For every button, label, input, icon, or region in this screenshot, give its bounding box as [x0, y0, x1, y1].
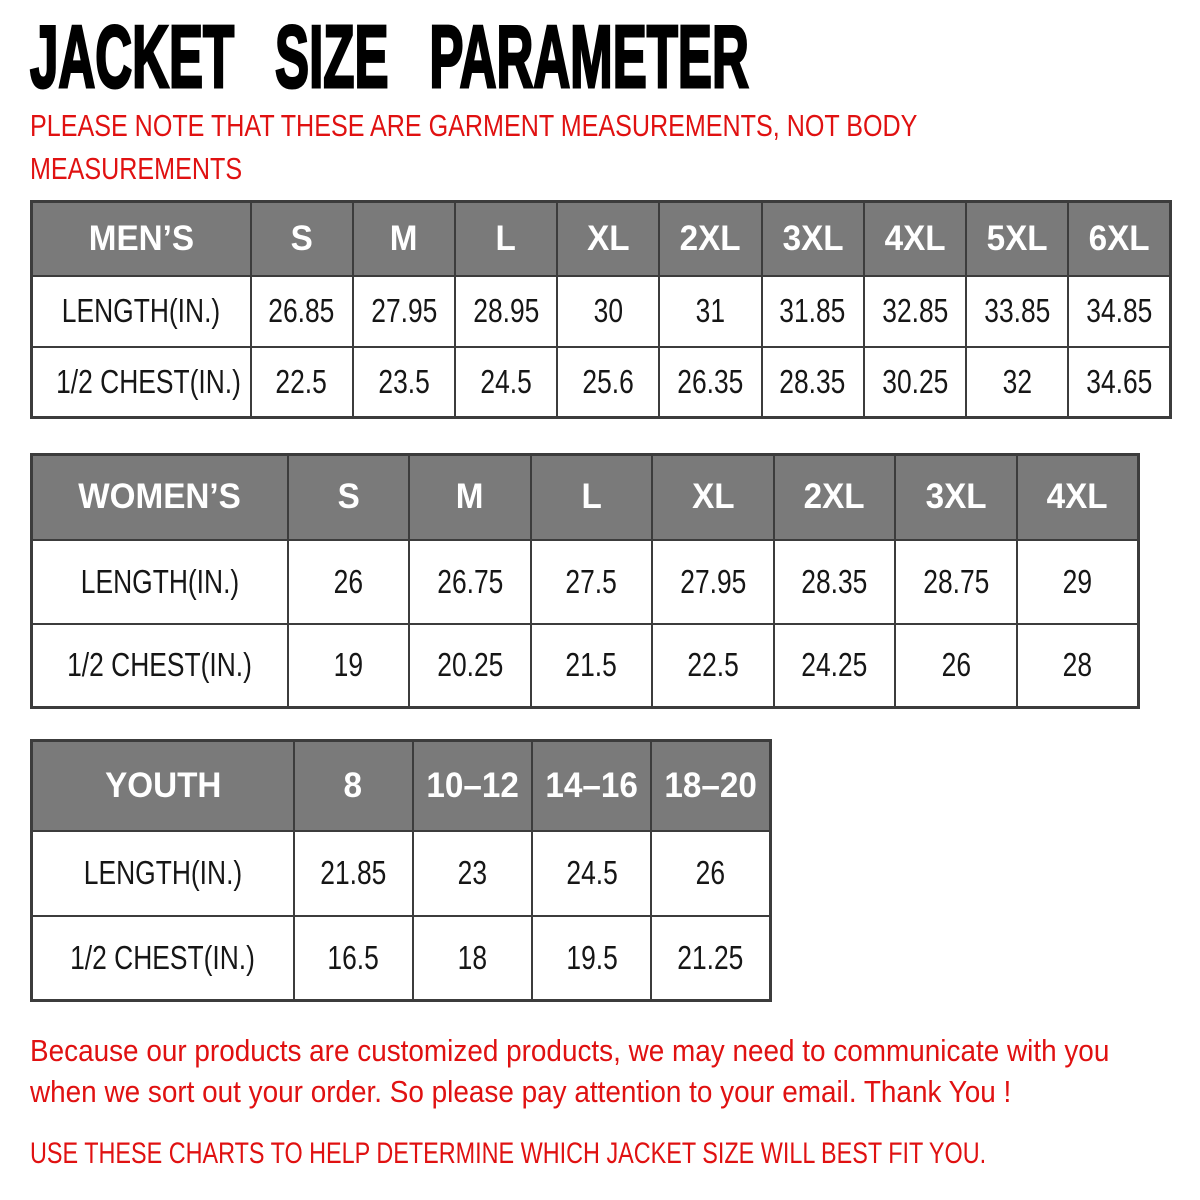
value-cell: 26 — [895, 624, 1017, 708]
size-header-cell: S — [251, 202, 353, 276]
table-row — [32, 831, 771, 916]
size-header-cell: 5XL — [966, 202, 1068, 276]
value-cell: 18 — [413, 916, 532, 1001]
size-header-cell: 3XL — [895, 455, 1017, 540]
value-cell: 19 — [288, 624, 410, 708]
size-header-cell: 10–12 — [413, 741, 532, 831]
size-header-cell: 4XL — [1017, 455, 1139, 540]
size-header-cell: 18–20 — [651, 741, 770, 831]
value-cell: 29 — [1017, 540, 1139, 624]
value-cell: 27.95 — [652, 540, 774, 624]
value-cell: 20.25 — [409, 624, 531, 708]
value-cell: 24.5 — [532, 831, 651, 916]
table-header-row — [32, 455, 1139, 540]
table-row — [32, 624, 1139, 708]
size-header-cell: M — [353, 202, 455, 276]
table-header-row — [32, 202, 1171, 276]
value-cell: 30.25 — [864, 347, 966, 418]
value-cell: 26.75 — [409, 540, 531, 624]
size-header-cell: 2XL — [659, 202, 761, 276]
value-cell: 25.6 — [557, 347, 659, 418]
row-label-cell: 1/2 CHEST(IN.) — [32, 624, 288, 708]
value-cell: 21.25 — [651, 916, 770, 1001]
value-cell: 24.25 — [774, 624, 896, 708]
size-header-cell: 14–16 — [532, 741, 651, 831]
size-header-cell: 2XL — [774, 455, 896, 540]
size-header-cell: S — [288, 455, 410, 540]
size-header-cell: 6XL — [1068, 202, 1170, 276]
value-cell: 34.85 — [1068, 276, 1170, 347]
value-cell: 23 — [413, 831, 532, 916]
value-cell: 22.5 — [251, 347, 353, 418]
size-header-cell: XL — [557, 202, 659, 276]
table-title-cell: YOUTH — [32, 741, 294, 831]
value-cell: 16.5 — [294, 916, 413, 1001]
size-header-cell: L — [455, 202, 557, 276]
customization-notice — [30, 1030, 1180, 1112]
value-cell: 19.5 — [532, 916, 651, 1001]
value-cell: 32 — [966, 347, 1068, 418]
table-title-cell: MEN’S — [32, 202, 251, 276]
value-cell: 23.5 — [353, 347, 455, 418]
value-cell: 27.5 — [531, 540, 653, 624]
value-cell: 32.85 — [864, 276, 966, 347]
value-cell: 26.85 — [251, 276, 353, 347]
size-header-cell: XL — [652, 455, 774, 540]
row-label-cell: LENGTH(IN.) — [32, 540, 288, 624]
table-row — [32, 276, 1171, 347]
table-row — [32, 347, 1171, 418]
value-cell: 24.5 — [455, 347, 557, 418]
note-line: PLEASE NOTE THAT THESE ARE GARMENT MEASUREMENTS, NOT BODY — [30, 108, 918, 143]
value-cell: 34.65 — [1068, 347, 1170, 418]
chart-usage-hint: USE THESE CHARTS TO HELP DETERMINE WHICH JACKET SIZE WILL BEST FIT YOU. — [30, 1137, 987, 1170]
value-cell: 28.35 — [774, 540, 896, 624]
row-label-cell: LENGTH(IN.) — [32, 276, 251, 347]
value-cell: 28.35 — [762, 347, 864, 418]
size-header-cell: 3XL — [762, 202, 864, 276]
value-cell: 26 — [288, 540, 410, 624]
size-header-cell: 8 — [294, 741, 413, 831]
size-header-cell: M — [409, 455, 531, 540]
notice-line: when we sort out your order. So please pay attention to your email. Thank You ! — [30, 1074, 1012, 1109]
value-cell: 31 — [659, 276, 761, 347]
table-row — [32, 540, 1139, 624]
size-header-cell: 4XL — [864, 202, 966, 276]
value-cell: 21.85 — [294, 831, 413, 916]
row-label-cell: 1/2 CHEST(IN.) — [32, 347, 251, 418]
value-cell: 26 — [651, 831, 770, 916]
size-header-cell: L — [531, 455, 653, 540]
value-cell: 28.75 — [895, 540, 1017, 624]
value-cell: 27.95 — [353, 276, 455, 347]
row-label-cell: LENGTH(IN.) — [32, 831, 294, 916]
row-label-cell: 1/2 CHEST(IN.) — [32, 916, 294, 1001]
mens-size-table — [30, 200, 1172, 419]
youth-size-table — [30, 739, 772, 1002]
table-title-cell: WOMEN’S — [32, 455, 288, 540]
page-title — [30, 7, 1180, 106]
notice-line: Because our products are customized products, we may need to communicate with you — [30, 1033, 1110, 1068]
note-line: MEASUREMENTS — [30, 151, 243, 186]
value-cell: 30 — [557, 276, 659, 347]
value-cell: 31.85 — [762, 276, 864, 347]
page-title-text: JACKET SIZE PARAMETER — [30, 7, 749, 106]
womens-size-table — [30, 453, 1140, 709]
value-cell: 28 — [1017, 624, 1139, 708]
value-cell: 33.85 — [966, 276, 1068, 347]
value-cell: 21.5 — [531, 624, 653, 708]
table-header-row — [32, 741, 771, 831]
value-cell: 28.95 — [455, 276, 557, 347]
value-cell: 26.35 — [659, 347, 761, 418]
garment-measurement-note — [30, 104, 1180, 190]
value-cell: 22.5 — [652, 624, 774, 708]
table-row — [32, 916, 771, 1001]
